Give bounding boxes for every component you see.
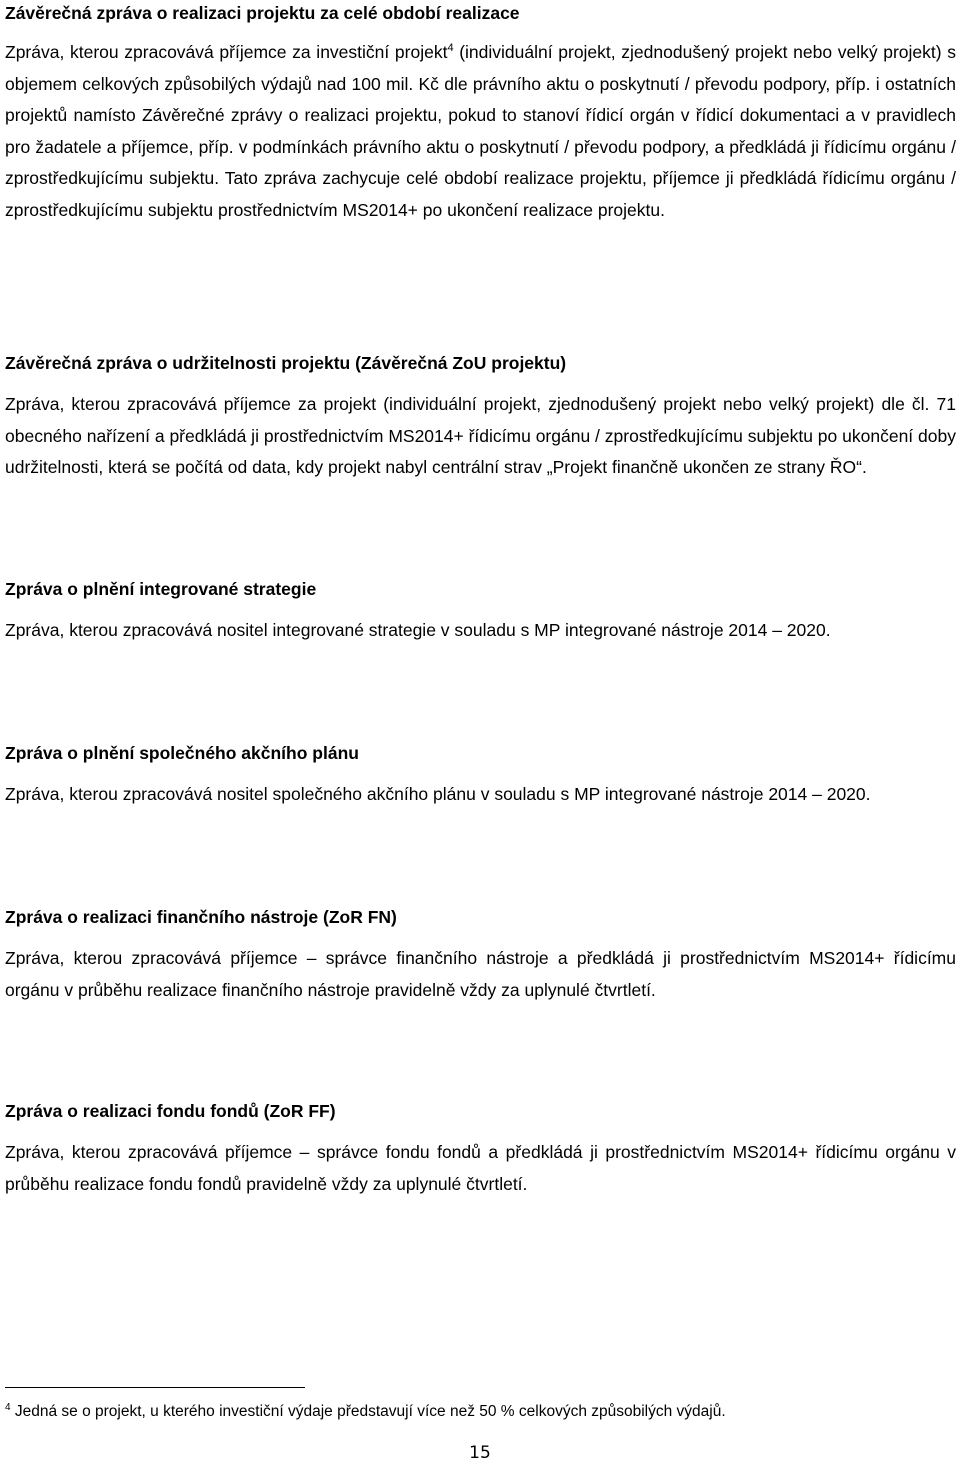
page-number: 15 [469,1443,491,1463]
section-body: Zpráva, kterou zpracovává příjemce – správce fondu fondů a předkládá ji prostřednictvím MS2014+ řídicímu orgánu v průběhu realizace fondu fondů pravidelně vždy za uplynulé čtvrtletí. [5,1142,956,1194]
section-body: Zpráva, kterou zpracovává nositel společného akčního plánu v souladu s MP integrované nástroje 2014 – 2020. [5,784,871,804]
footnote-reference: 4 [447,42,454,55]
body-text: (individuální projekt, zjednodušený projekt nebo velký projekt) s objemem celkových způsobilých výdajů nad 100 mil. Kč dle právního aktu o poskytnutí / převodu podpory, příp. i ostatních projektů namísto Závěrečné zprávy o realizaci projektu, pokud to stanoví řídicí orgán v řídicí dokumentaci a v pravidlech pro žadatele a příjemce, příp. v podmínkách právního aktu o poskytnutí / převodu podpory, a předkládá ji řídicímu orgánu / zprostředkujícímu subjektu. Tato zpráva zachycuje celé období realizace projektu, příjemce ji předkládá řídicímu orgánu / zprostředkujícímu subjektu prostřednictvím MS2014+ po ukončení realizace projektu. [5,42,956,220]
section-financial-instrument-report [5,905,956,1006]
section-title: Zpráva o realizaci finančního nástroje (ZoR FN) [5,907,397,927]
footnote-text: Jedná se o projekt, u kterého investiční výdaje představují více než 50 % celkových způsobilých výdajů. [10,1403,726,1420]
section-joint-action-plan-report [5,741,956,811]
section-body: Zpráva, kterou zpracovává příjemce za projekt (individuální projekt, zjednodušený projekt nebo velký projekt) dle čl. 71 obecného nařízení a předkládá ji prostřednictvím MS2014+ řídicímu orgánu / zprostředkujícímu subjektu po ukončení doby udržitelnosti, která se počítá od data, kdy projekt nabyl centrální strav „Projekt finančně ukončen ze strany ŘO“. [5,394,956,477]
section-integrated-strategy-report [5,577,956,647]
section-title: Závěrečná zpráva o udržitelnosti projektu (Závěrečná ZoU projektu) [5,353,567,373]
section-final-report-realization [5,1,956,226]
section-title: Závěrečná zpráva o realizaci projektu za celé období realizace [5,3,520,23]
section-body [5,37,956,226]
footnote-divider [5,1387,305,1388]
section-body: Zpráva, kterou zpracovává nositel integrované strategie v souladu s MP integrované nástroje 2014 – 2020. [5,620,831,640]
section-fund-of-funds-report [5,1099,956,1200]
footnote-number: 4 [5,1401,11,1413]
section-title: Zpráva o plnění společného akčního plánu [5,743,359,763]
section-title: Zpráva o plnění integrované strategie [5,579,317,599]
section-body: Zpráva, kterou zpracovává příjemce – správce finančního nástroje a předkládá ji prostřednictvím MS2014+ řídicímu orgánu v průběhu realizace finančního nástroje pravidelně vždy za uplynulé čtvrtletí. [5,948,956,1000]
body-text: Zpráva, kterou zpracovává příjemce za investiční projekt [5,42,448,62]
section-title: Zpráva o realizaci fondu fondů (ZoR FF) [5,1101,336,1121]
footnote [5,1402,956,1422]
section-final-sustainability-report [5,351,956,484]
